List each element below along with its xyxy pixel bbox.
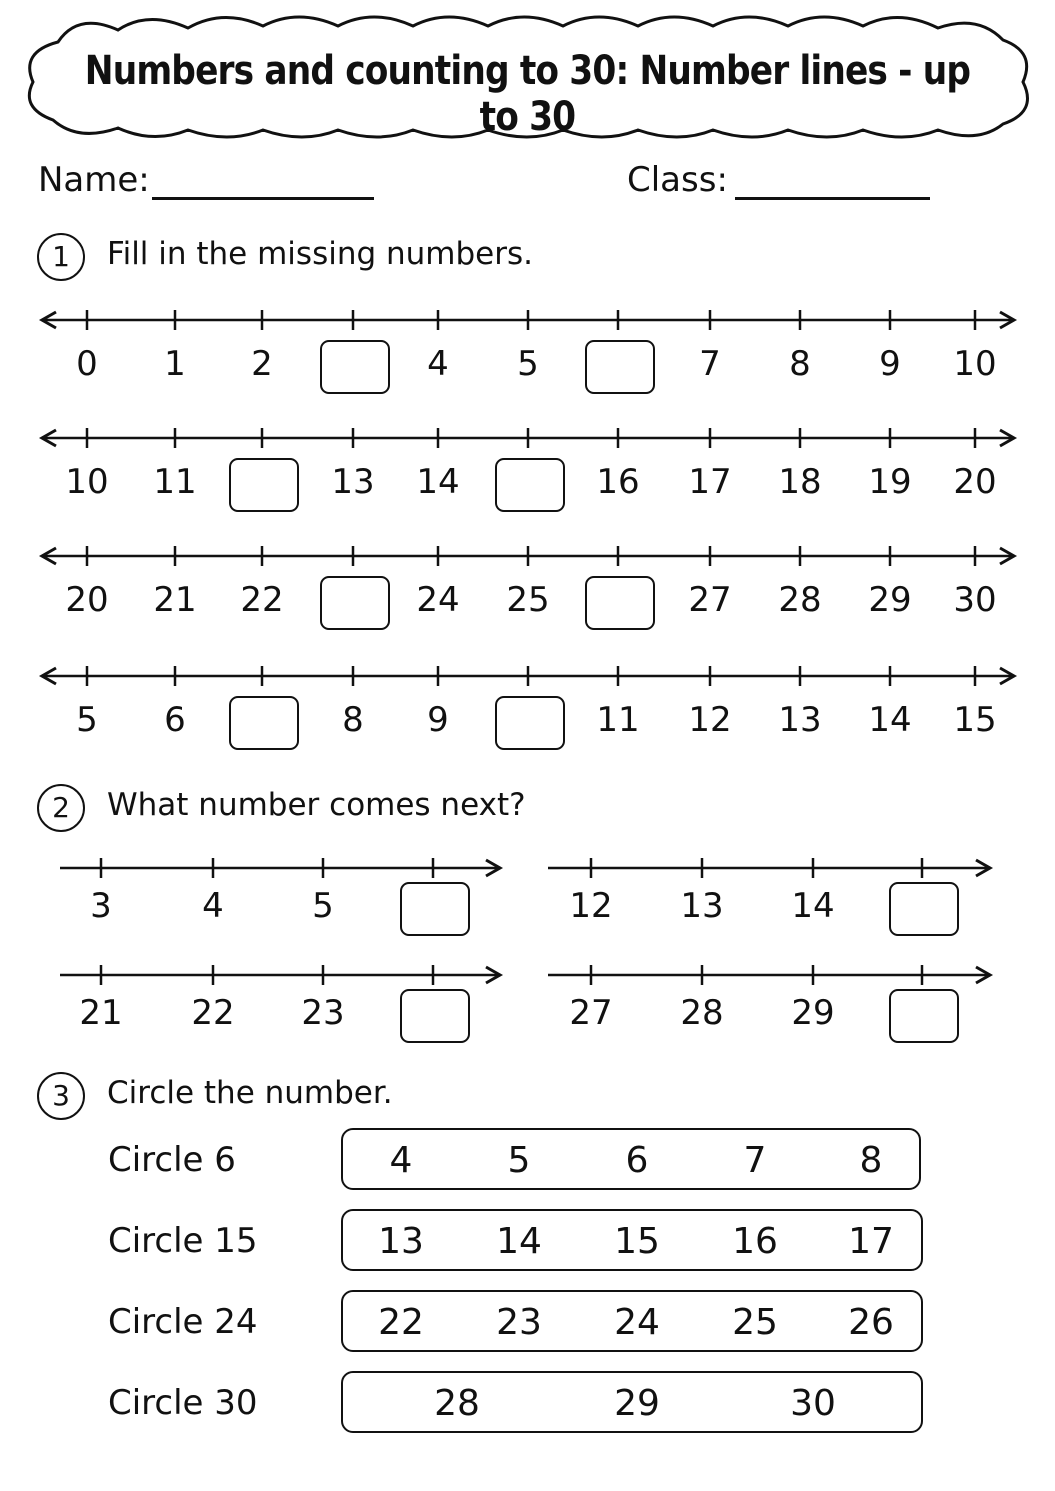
number-line-label: 4 bbox=[427, 344, 449, 384]
number-line-label: 8 bbox=[789, 344, 811, 384]
number-line-label: 12 bbox=[569, 886, 613, 926]
number-line-label: 28 bbox=[778, 580, 822, 620]
number-line-label: 17 bbox=[688, 462, 732, 502]
number-line-label: 14 bbox=[791, 886, 835, 926]
number-line-label: 20 bbox=[65, 580, 109, 620]
number-line-label: 3 bbox=[90, 886, 112, 926]
number-line-label: 7 bbox=[699, 344, 721, 384]
answer-box[interactable] bbox=[585, 576, 655, 630]
circle-row-label: Circle 15 bbox=[108, 1221, 258, 1261]
number-line-label: 5 bbox=[76, 700, 98, 740]
question-1-instruction: Fill in the missing numbers. bbox=[107, 236, 534, 272]
answer-box[interactable] bbox=[320, 576, 390, 630]
number-line-label: 21 bbox=[79, 993, 123, 1033]
number-line-label: 22 bbox=[191, 993, 235, 1033]
question-2-instruction: What number comes next? bbox=[107, 787, 526, 823]
number-line-label: 16 bbox=[596, 462, 640, 502]
number-line-label: 14 bbox=[416, 462, 460, 502]
number-line-label: 9 bbox=[879, 344, 901, 384]
number-line-label: 5 bbox=[517, 344, 539, 384]
answer-box[interactable] bbox=[495, 458, 565, 512]
number-line-label: 9 bbox=[427, 700, 449, 740]
number-line-label: 12 bbox=[688, 700, 732, 740]
number-line-label: 29 bbox=[868, 580, 912, 620]
number-line-label: 8 bbox=[342, 700, 364, 740]
class-label: Class: bbox=[627, 160, 728, 200]
number-line-label: 29 bbox=[791, 993, 835, 1033]
number-line-label: 10 bbox=[65, 462, 109, 502]
number-line-label: 4 bbox=[202, 886, 224, 926]
number-line-label: 27 bbox=[688, 580, 732, 620]
circle-choice[interactable]: 17 bbox=[848, 1221, 894, 1262]
answer-box[interactable] bbox=[585, 340, 655, 394]
circle-choice[interactable]: 8 bbox=[859, 1140, 883, 1181]
number-line-label: 1 bbox=[164, 344, 186, 384]
answer-box[interactable] bbox=[320, 340, 390, 394]
question-3-number: 3 bbox=[37, 1072, 85, 1120]
number-line-label: 21 bbox=[153, 580, 197, 620]
number-line-label: 22 bbox=[240, 580, 284, 620]
circle-choice[interactable]: 4 bbox=[389, 1140, 413, 1181]
question-2-number: 2 bbox=[37, 784, 85, 832]
name-label: Name: bbox=[38, 160, 150, 200]
answer-box[interactable] bbox=[229, 696, 299, 750]
question-1-number: 1 bbox=[37, 233, 85, 281]
circle-choices-row bbox=[341, 1128, 921, 1190]
circle-choice[interactable]: 28 bbox=[434, 1383, 480, 1424]
answer-box[interactable] bbox=[495, 696, 565, 750]
circle-choice[interactable]: 22 bbox=[378, 1302, 424, 1343]
page-title: Numbers and counting to 30: Number lines - up to 30 bbox=[84, 48, 971, 140]
circle-choice[interactable]: 6 bbox=[625, 1140, 649, 1181]
circle-choice[interactable]: 24 bbox=[614, 1302, 660, 1343]
number-line-label: 23 bbox=[301, 993, 345, 1033]
number-line-label: 19 bbox=[868, 462, 912, 502]
answer-box[interactable] bbox=[400, 882, 470, 936]
answer-box[interactable] bbox=[400, 989, 470, 1043]
answer-box[interactable] bbox=[889, 989, 959, 1043]
number-line-label: 28 bbox=[680, 993, 724, 1033]
answer-box[interactable] bbox=[889, 882, 959, 936]
number-line-label: 13 bbox=[680, 886, 724, 926]
circle-choice[interactable]: 7 bbox=[743, 1140, 767, 1181]
number-line-label: 20 bbox=[953, 462, 997, 502]
number-line-label: 2 bbox=[251, 344, 273, 384]
number-line-label: 15 bbox=[953, 700, 997, 740]
circle-choices-row bbox=[341, 1209, 923, 1271]
circle-choice[interactable]: 15 bbox=[614, 1221, 660, 1262]
number-line-label: 13 bbox=[331, 462, 375, 502]
circle-row-label: Circle 30 bbox=[108, 1383, 258, 1423]
circle-choice[interactable]: 14 bbox=[496, 1221, 542, 1262]
circle-choice[interactable]: 13 bbox=[378, 1221, 424, 1262]
circle-choice[interactable]: 5 bbox=[507, 1140, 531, 1181]
question-3-instruction: Circle the number. bbox=[107, 1075, 393, 1111]
number-line-label: 30 bbox=[953, 580, 997, 620]
circle-choice[interactable]: 16 bbox=[732, 1221, 778, 1262]
circle-choice[interactable]: 26 bbox=[848, 1302, 894, 1343]
number-line-label: 18 bbox=[778, 462, 822, 502]
circle-choice[interactable]: 30 bbox=[790, 1383, 836, 1424]
number-line-label: 24 bbox=[416, 580, 460, 620]
answer-box[interactable] bbox=[229, 458, 299, 512]
circle-row-label: Circle 24 bbox=[108, 1302, 258, 1342]
circle-choices-row bbox=[341, 1290, 923, 1352]
number-line-label: 10 bbox=[953, 344, 997, 384]
number-line-label: 11 bbox=[153, 462, 197, 502]
circle-choices-row bbox=[341, 1371, 923, 1433]
number-line-label: 0 bbox=[76, 344, 98, 384]
number-line-label: 14 bbox=[868, 700, 912, 740]
number-line-label: 27 bbox=[569, 993, 613, 1033]
circle-choice[interactable]: 23 bbox=[496, 1302, 542, 1343]
circle-row-label: Circle 6 bbox=[108, 1140, 236, 1180]
number-line-label: 25 bbox=[506, 580, 550, 620]
number-line-label: 6 bbox=[164, 700, 186, 740]
circle-choice[interactable]: 25 bbox=[732, 1302, 778, 1343]
number-line-label: 11 bbox=[596, 700, 640, 740]
circle-choice[interactable]: 29 bbox=[614, 1383, 660, 1424]
number-line-label: 5 bbox=[312, 886, 334, 926]
number-line-label: 13 bbox=[778, 700, 822, 740]
